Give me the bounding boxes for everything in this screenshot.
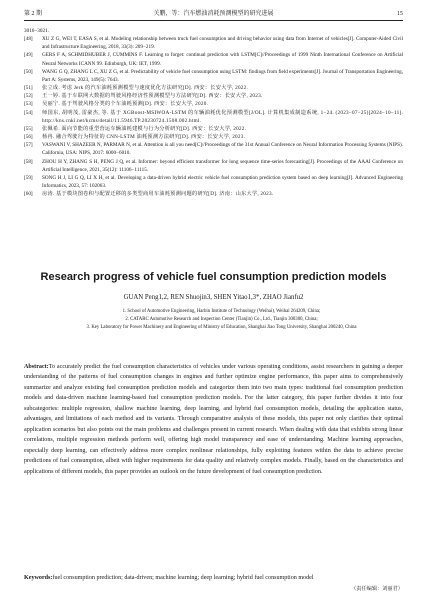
reference-item bbox=[24, 174, 403, 190]
reference-item bbox=[24, 125, 403, 133]
reference-list bbox=[24, 27, 403, 198]
reference-text: VASWANI V, SHAZEER N, PARMAR N, et al. Attention is all you need[C]//Proceedings of the 31st Annual Conference on Neural Information Processing Systems (NIPS). California, USA: NIPS, 2017: 6000−6010. bbox=[42, 142, 403, 157]
reference-text: WANG G Q, ZHANG L C, XU Z G, et al. Predictability of vehicle fuel consumption using LSTM: findings from field experiments[J]. Journal of Transportation Engineering, Part A: Systems, 2023, 149(5): 7643. bbox=[42, 68, 403, 83]
reference-number: [57] bbox=[24, 142, 33, 149]
reference-item bbox=[24, 133, 403, 141]
issue-label: 第 2 期 bbox=[24, 11, 43, 17]
affiliation-list bbox=[36, 308, 407, 332]
reference-item bbox=[24, 84, 403, 92]
reference-text: 吴丽宁. 基于驾驶风格分类的个车油耗预测[D]. 西安：长安大学, 2020. bbox=[42, 101, 209, 108]
page-number: 15 bbox=[397, 11, 403, 17]
reference-number: [54] bbox=[24, 109, 33, 116]
reference-text: 杨冉. 融合驾驶行为特征的 CNN-LSTM 油耗预测方法研究[D]. 西安：长安大学, 2023. bbox=[42, 134, 246, 141]
reference-number: [60] bbox=[24, 191, 33, 198]
affiliation: 3. Key Laboratory for Power Machinery and Engineering of Ministry of Education, Shanghai Jiao Tong University, Shanghai 200240, China bbox=[86, 325, 357, 330]
reference-text: 3016−3021. bbox=[24, 28, 49, 34]
article-title: Research progress of vehicle fuel consumption prediction models bbox=[40, 271, 387, 283]
reference-text: 王一婷. 基于车联网大数据的驾驶风格经济性预测模型与方法研究[D]. 西安：长安大学, 2023. bbox=[42, 93, 263, 100]
author-list: GUAN Peng1,2, REN Shuojin3, SHEN Yitao1,3*, ZHAO Jianfu2 bbox=[123, 294, 304, 301]
reference-number: [51] bbox=[24, 85, 33, 92]
reference-number: [59] bbox=[24, 174, 33, 181]
keywords-text: fuel consumption prediction; data-driven; machine learning; deep learning; hybrid fuel consumption model bbox=[52, 575, 314, 581]
reference-item bbox=[24, 51, 403, 67]
affiliation: 1. School of Automotive Engineering, Harbin Institute of Technology (Weihai), Weihai 264209, China; bbox=[122, 309, 321, 314]
reference-text: XU Z G, WEI T, EASA S, et al. Modeling relationship between truck fuel consumption and driving behavior using data from Internet of vehicles[J]. Computer-Aided Civil and Infrastructure Engineering, 2018, 33(3): 209−219. bbox=[42, 36, 403, 51]
keywords bbox=[24, 573, 403, 583]
reference-item bbox=[24, 141, 403, 157]
abstract-label: Abstract: bbox=[24, 364, 49, 370]
reference-number: [56] bbox=[24, 134, 33, 141]
reference-number: [52] bbox=[24, 93, 33, 100]
reference-item bbox=[24, 100, 403, 108]
reference-number: [55] bbox=[24, 125, 33, 132]
reference-number: [53] bbox=[24, 101, 33, 108]
reference-number: [48] bbox=[24, 36, 33, 43]
responsible-editor: （责任编辑：刘丽君） bbox=[351, 586, 403, 592]
reference-text: 张佩希. 面向节能的重型营运车辆油耗建模与行为分析研究[D]. 西安：长安大学, 2022. bbox=[42, 125, 247, 132]
reference-number: [50] bbox=[24, 68, 33, 75]
keywords-label: Keywords: bbox=[24, 575, 53, 581]
reference-text: SONG H J, LI G Q, LI X H, et al. Developing a data-driven hybrid electric vehicle fuel consumption prediction system based on deep learning[J]. Advanced Engineering Informatics, 2023, 57: 102063. bbox=[42, 174, 403, 189]
running-title: 关鹏，等：汽车燃油消耗预测模型的研究进展 bbox=[153, 11, 274, 17]
reference-number: [49] bbox=[24, 52, 33, 59]
reference-text: GERS F A, SCHMIDHUBER J, CUMMINS F. Learning to forget: continual prediction with LSTM[C]//Proceedings of 1999 Ninth International Conference on Artificial Neural Networks ICANN 99. Edinburgh, UK: IET, 1999. bbox=[42, 52, 403, 67]
reference-text: 房涛. 基于模块图卷积与配置迁移的多类型商用车油耗预测问题的研究[D]. 济南：山东大学, 2023. bbox=[42, 191, 274, 198]
reference-number: [58] bbox=[24, 158, 33, 165]
reference-text: 张立成. 考虑 Jerk 的汽车油耗预测模型与速度优化方法研究[D]. 西安：长安大学, 2022. bbox=[42, 85, 249, 92]
reference-text: ZHOU H Y, ZHANG S H, PENG J Q, et al. Informer: beyond efficient transformer for long sequence time-series forecasting[J]. Proceedings of the AAAI Conference on Artificial Intelligence, 2021, 35(12): 11106−11115. bbox=[42, 158, 403, 173]
reference-item bbox=[24, 109, 403, 125]
reference-item bbox=[24, 35, 403, 51]
abstract bbox=[24, 362, 403, 477]
running-header bbox=[24, 8, 403, 21]
abstract-text: To accurately predict the fuel consumption characteristics of vehicles under various operating conditions, assist researchers in gaining a deeper understanding of the patterns of fuel consumption changes in engines and further optimize engine performance, this paper aims to comprehensively summarize and analyze existing fuel consumption prediction models and categorize them into two main types: traditional fuel consumption prediction models and data-driven machine learning-based fuel consumption prediction models. For the latter category, this paper further divides it into four subcategories: multiple regression, shallow machine learning, deep learning, and hybrid fuel consumption models, detailing the application status, advantages, and limitations of each method and its variants. Through comparative analysis of these models, this paper not only clarifies their optimal application scenarios but also points out the main problems and challenges present in current research. When dealing with data that exhibits strong linear correlations, multiple regression methods perform well, offering high model transparency and ease of understanding. Machine learning approaches, especially deep learning, can effectively address more complex nonlinear relationships, fully exploiting features within the data to achieve precise predictions of fuel consumption, albeit with higher requirements for data quality and relatively complex models. Finally, based on the characteristics and applications of different models, this paper provides an outlook on the future development of fuel consumption prediction. bbox=[24, 364, 403, 475]
reference-item bbox=[24, 158, 403, 174]
affiliation: 2. CATARC Automotive Research and Inspection Center (Tianjin) Co., Ltd., Tianjin 300300, China; bbox=[125, 317, 318, 322]
reference-item bbox=[24, 92, 403, 100]
reference-text: 师国东, 胡明茂, 雷豪杰, 等. 基于 XGBoost-MSIWOA-LSTM 的车辆油耗优化预测模型[J/OL]. 计算机集成制造系统, 1−24. (2023−07−25)[2024−10−11]. http://kns.cnki.net/kcms/detail/11.5946.TP.20230724.1508.002.html. bbox=[42, 109, 403, 124]
reference-item bbox=[24, 27, 403, 35]
reference-item bbox=[24, 190, 403, 198]
reference-item bbox=[24, 68, 403, 84]
